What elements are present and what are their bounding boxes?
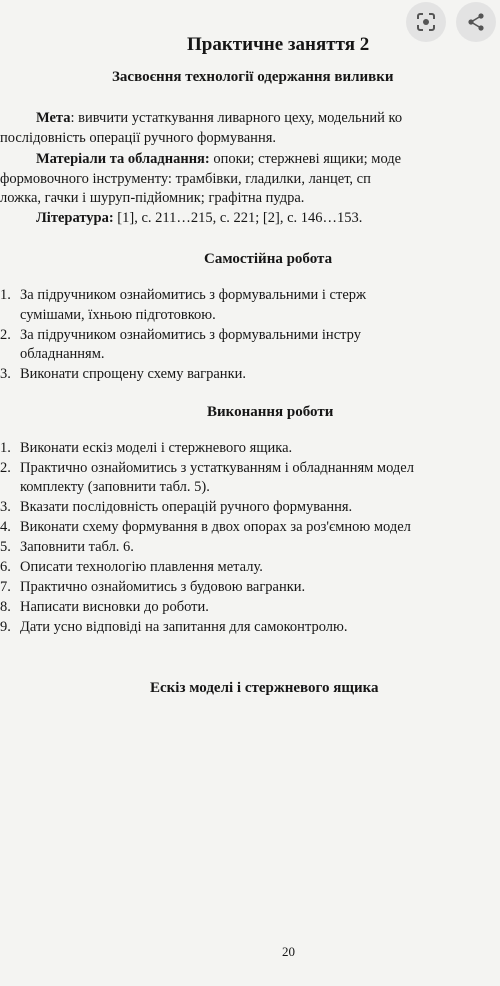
sketch-heading: Ескіз моделі і стержневого ящика (150, 680, 379, 696)
self-work-item-2: 2. За підручником ознайомитись з формувальними інстру (0, 327, 361, 343)
page-title: Практичне заняття 2 (187, 34, 370, 55)
literature-line: Література: [1], с. 211…215, с. 221; [2], с. 146…153. (36, 210, 363, 226)
work-item-6: 6. Описати технологію плавлення металу. (0, 559, 263, 575)
materials-line-2: формовочного інструменту: трамбівки, гладилки, ланцет, сп (0, 171, 371, 187)
materials-line-1: Матеріали та обладнання: опоки; стержневі ящики; моде (36, 151, 402, 167)
work-item-8: 8. Написати висновки до роботи. (0, 599, 209, 615)
work-item-9: 9. Дати усно відповіді на запитання для самоконтролю. (0, 619, 348, 635)
page-number: 20 (282, 944, 295, 959)
literature-label: Література: (36, 210, 114, 226)
work-item-7: 7. Практично ознайомитись з будовою вагранки. (0, 579, 306, 595)
self-work-item-1-cont: сумішами, їхньою підготовкою. (20, 307, 216, 323)
page-subtitle: Засвоєння технології одержання виливки (112, 69, 394, 85)
goal-label: Мета (36, 110, 71, 126)
share-icon (466, 12, 486, 32)
share-button[interactable] (456, 2, 496, 42)
work-item-5: 5. Заповнити табл. 6. (0, 539, 134, 555)
work-item-2: 2. Практично ознайомитись з устаткуванням і обладнанням модел (0, 460, 414, 476)
work-item-2-cont: комплекту (заповнити табл. 5). (20, 479, 210, 495)
work-heading: Виконання роботи (207, 404, 334, 420)
goal-line-2: послідовність операції ручного формування. (0, 130, 276, 146)
materials-label: Матеріали та обладнання: (36, 151, 210, 167)
self-work-item-3: 3. Виконати спрощену схему вагранки. (0, 366, 246, 382)
self-work-item-1: 1. За підручником ознайомитись з формувальними і стерж (0, 287, 367, 303)
self-work-item-2-cont: обладнанням. (20, 346, 105, 362)
lens-search-icon (416, 12, 436, 32)
work-item-4: 4. Виконати схему формування в двох опорах за роз'ємною модел (0, 519, 411, 535)
self-work-heading: Самостійна робота (204, 251, 333, 267)
work-item-1: 1. Виконати ескіз моделі і стержневого ящика. (0, 440, 293, 456)
materials-line-3: ложка, гачки і шуруп-підйомник; графітна пудра. (0, 190, 305, 206)
work-item-3: 3. Вказати послідовність операцій ручного формування. (0, 499, 353, 515)
goal-line-1: Мета: вивчити устаткування ливарного цеху, модельний ко (36, 110, 403, 126)
lens-search-button[interactable] (406, 2, 446, 42)
